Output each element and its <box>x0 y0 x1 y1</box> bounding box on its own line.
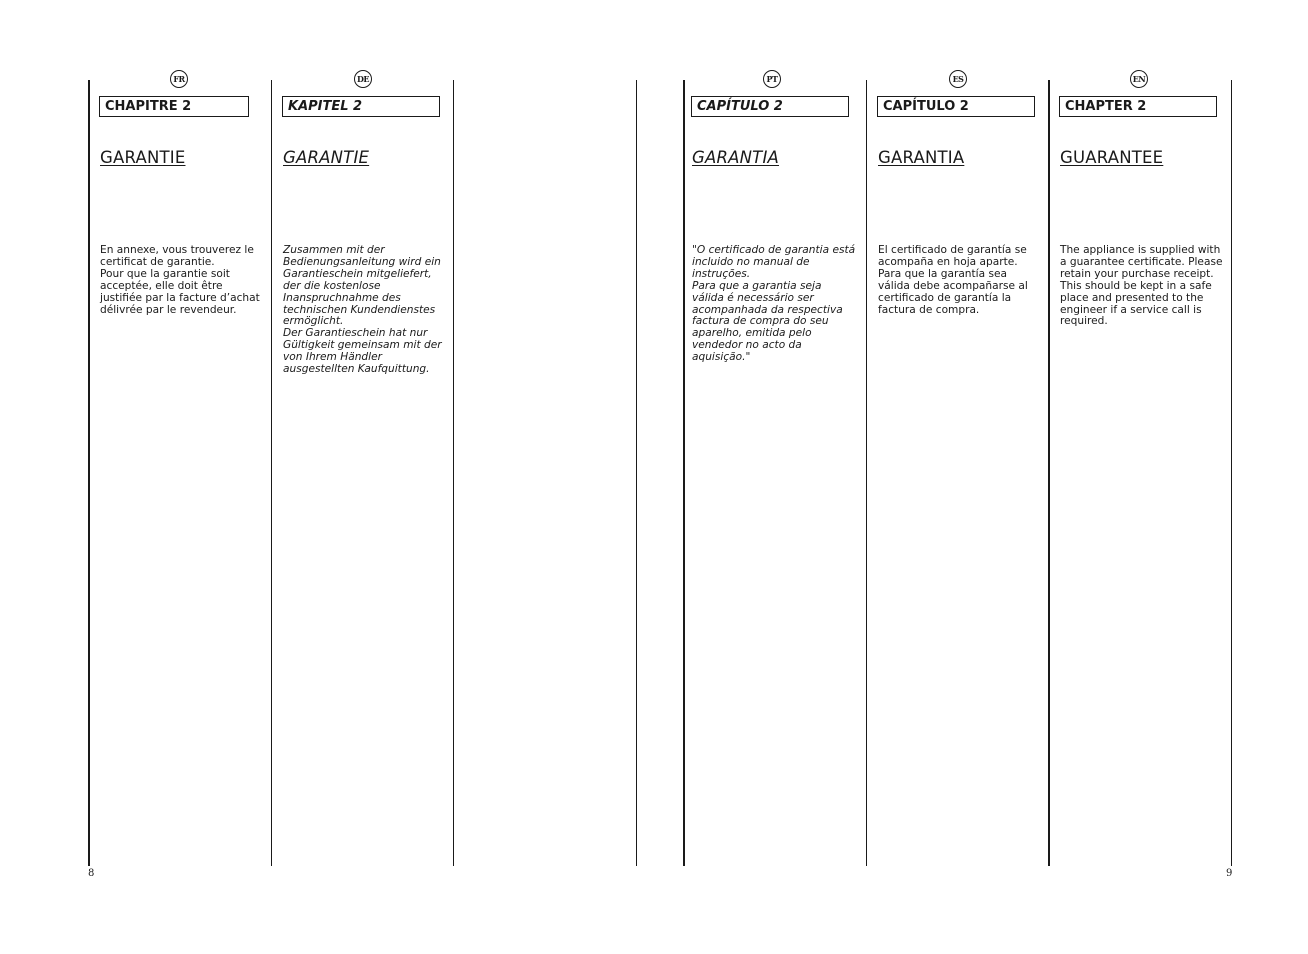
page-number-left: 8 <box>88 868 95 879</box>
chapter-heading: CHAPITRE 2 <box>99 96 249 117</box>
column-divider <box>453 80 454 866</box>
language-badge-de: DE <box>354 70 372 88</box>
section-title: GUARANTEE <box>1060 148 1164 167</box>
chapter-heading: KAPITEL 2 <box>282 96 440 117</box>
column-divider <box>88 80 90 866</box>
language-badge-fr: FR <box>170 70 188 88</box>
language-badge-es: ES <box>949 70 967 88</box>
section-title: GARANTIA <box>878 148 965 167</box>
section-body: Zusammen mit der Bedienungsanleitung wird ein Garantieschein mitgeliefert, der die kostenlose Inanspruchnahme des technischen Kundendienstes ermöglicht. Der Garantieschein hat nur Gültigkeit gemeinsam mit der von Ihrem Händler ausgestellten Kaufquittung. <box>283 244 442 376</box>
section-body: The appliance is supplied with a guarantee certificate. Please retain your purchase receipt. This should be kept in a safe place and presented to the engineer if a service call is required. <box>1060 244 1223 328</box>
section-body: "O certificado de garantia está incluido no manual de instruções. Para que a garantia seja válida é necessário ser acompanhada da respectiva factura de compra do seu aparelho, emitida pelo vendedor no acto da aquisição." <box>692 244 856 364</box>
section-title: GARANTIA <box>692 148 780 167</box>
column-divider <box>271 80 272 866</box>
page-number-right: 9 <box>1226 868 1233 879</box>
chapter-heading: CAPÍTULO 2 <box>691 96 849 117</box>
language-badge-en: EN <box>1130 70 1148 88</box>
language-badge-pt: PT <box>763 70 781 88</box>
section-body: El certificado de garantía se acompaña en hoja aparte. Para que la garantía sea válida debe acompañarse al certificado de garantía la factura de compra. <box>878 244 1028 316</box>
section-body: En annexe, vous trouverez le certificat de garantie. Pour que la garantie soit acceptée, elle doit être justifiée par la facture d’achat délivrée par le revendeur. <box>100 244 260 316</box>
column-divider <box>1231 80 1232 866</box>
section-title: GARANTIE <box>100 148 186 167</box>
chapter-heading: CAPÍTULO 2 <box>877 96 1035 117</box>
column-divider <box>1048 80 1050 866</box>
chapter-heading: CHAPTER 2 <box>1059 96 1217 117</box>
column-divider <box>636 80 637 866</box>
section-title: GARANTIE <box>283 148 370 167</box>
column-divider <box>683 80 685 866</box>
column-divider <box>866 80 867 866</box>
